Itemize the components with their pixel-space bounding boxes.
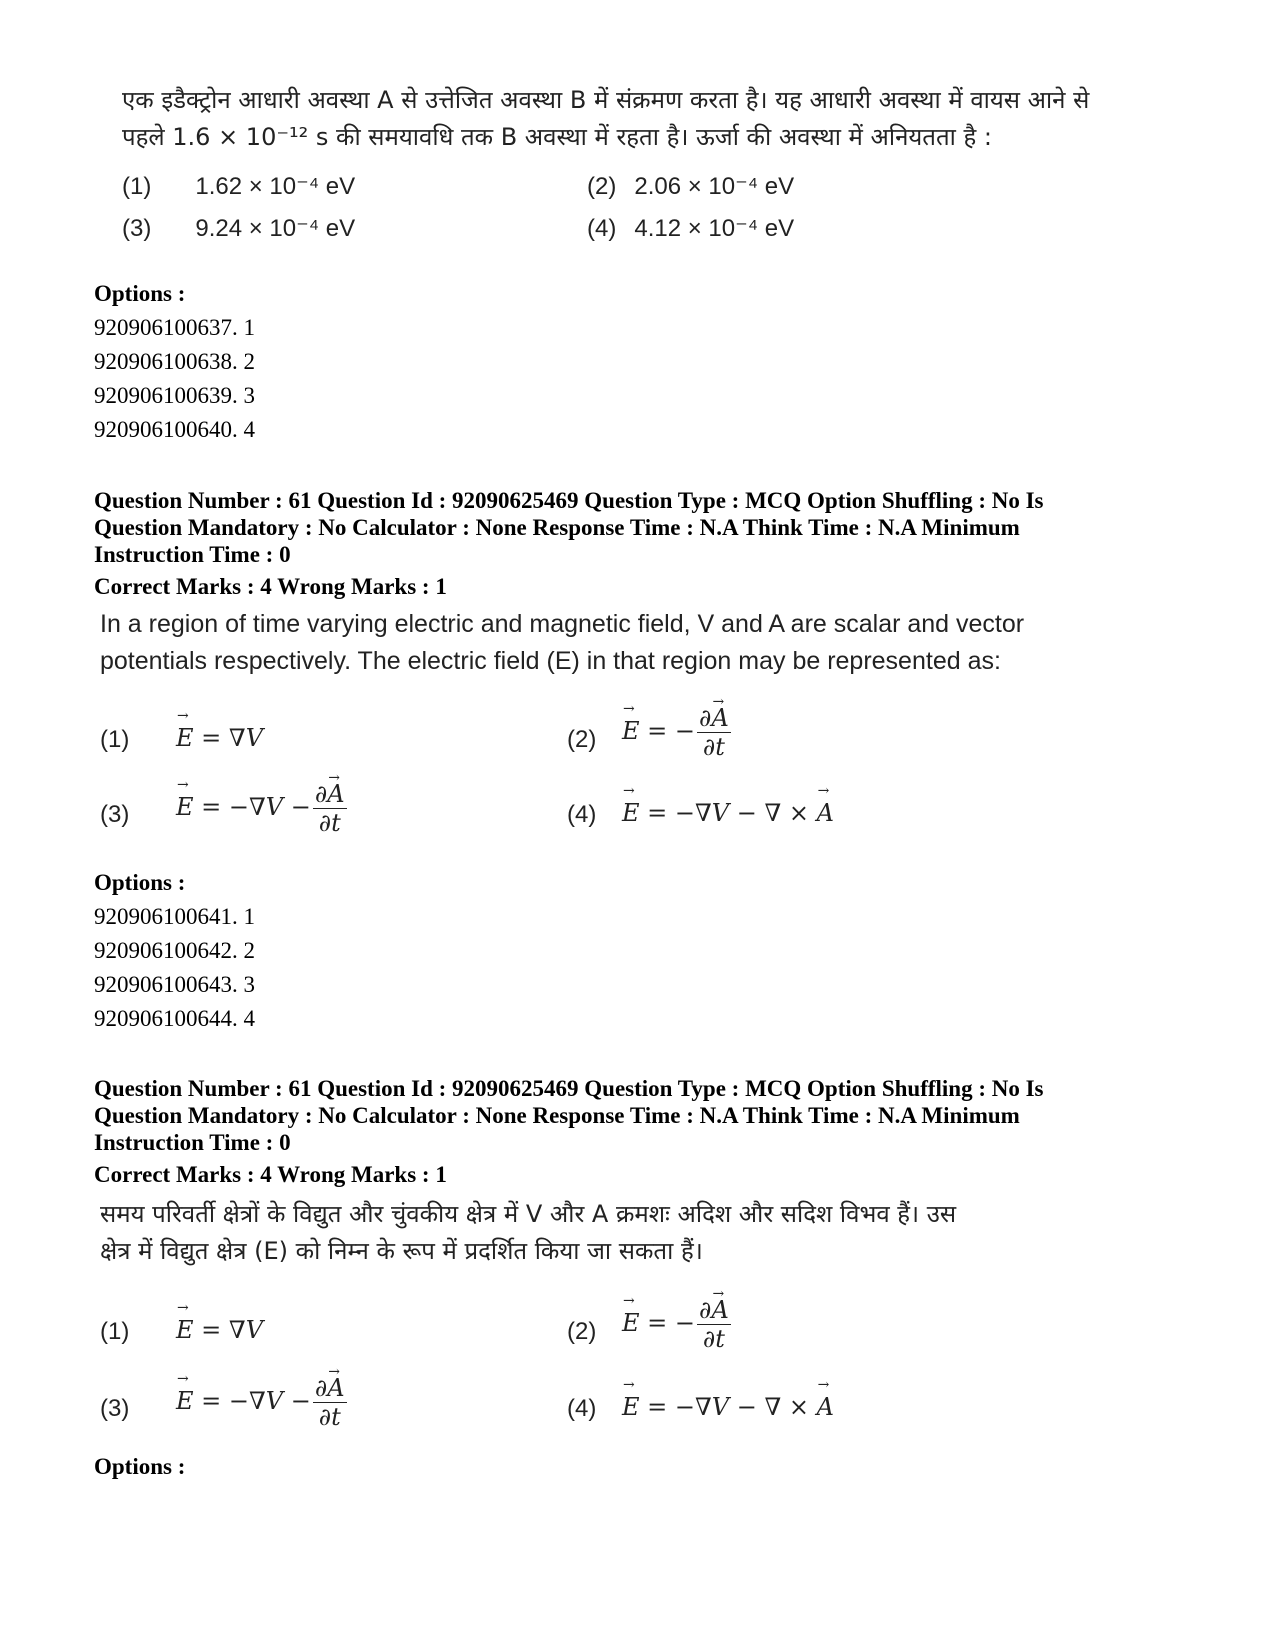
marks-line: Correct Marks : 4 Wrong Marks : 1 bbox=[94, 1162, 447, 1187]
choice-2: (2) 2.06 × 10⁻⁴ eV bbox=[587, 173, 795, 200]
choice-num-3: (3) bbox=[100, 1395, 130, 1422]
choice-3: (3) 9.24 × 10⁻⁴ eV bbox=[122, 215, 356, 242]
choice-num-1: (1) bbox=[100, 726, 130, 753]
choice-num-4: (4) bbox=[567, 1395, 597, 1422]
formula-2: → E = − $\frac{\partial\to A}{\partial t}$ bbox=[622, 1297, 733, 1352]
options-block bbox=[94, 869, 255, 1036]
question-line-2: क्षेत्र में विद्युत क्षेत्र (E) को निम्न के रूप में प्रदर्शित किया जा सकता हैं। bbox=[100, 1237, 703, 1265]
choice-num-1: (1) bbox=[100, 1318, 130, 1345]
option-id: 920906100639. 3 bbox=[94, 383, 255, 408]
option-id: 920906100644. 4 bbox=[94, 1006, 255, 1031]
options-label: Options : bbox=[94, 281, 186, 306]
marks-line: Correct Marks : 4 Wrong Marks : 1 bbox=[94, 574, 447, 599]
choice-num-3: (3) bbox=[100, 801, 130, 828]
options-block bbox=[94, 280, 255, 447]
formula-2: → E = − $\frac{\partial\to A}{\partial t}$ bbox=[622, 705, 733, 760]
choice-4: (4) 4.12 × 10⁻⁴ eV bbox=[587, 215, 795, 242]
formula-3: → E = −∇V − $\frac{\partial\to A}{\partial t}$ bbox=[176, 781, 349, 836]
option-id: 920906100638. 2 bbox=[94, 349, 255, 374]
options-label: Options : bbox=[94, 1454, 186, 1479]
question-text bbox=[100, 606, 1060, 680]
formula-4: → E = −∇V − ∇ × → A bbox=[622, 1393, 834, 1421]
formula-1: → E = ∇V bbox=[176, 1316, 263, 1344]
question-line-2: potentials respectively. The electric field (E) in that region may be represented as: bbox=[100, 647, 1001, 675]
choice-1: (1) 1.62 × 10⁻⁴ eV bbox=[122, 173, 356, 200]
question-line-1: समय परिवर्ती क्षेत्रों के विद्युत और चुंवकीय क्षेत्र में V और A क्रमशः अदिश और सदिश विभव हैं। उस bbox=[100, 1200, 957, 1228]
formula-4: → E = −∇V − ∇ × → A bbox=[622, 799, 834, 827]
option-id: 920906100643. 3 bbox=[94, 972, 255, 997]
options-label: Options : bbox=[94, 870, 186, 895]
question-text-hindi: एक इडैक्ट्रोन आधारी अवस्था A से उत्तेजित अवस्था B में संक्रमण करता है। यह आधारी अवस्था में वायस आने से पहले 1.6 × 10⁻¹² s की समयावधि तक B अवस्था में रहता है। ऊर्जा की अवस्था में अनियतता है : bbox=[122, 86, 1090, 151]
choice-num-2: (2) bbox=[567, 726, 597, 753]
option-id: 920906100642. 2 bbox=[94, 938, 255, 963]
option-id: 920906100640. 4 bbox=[94, 417, 255, 442]
question-meta: Question Number : 61 Question Id : 92090625469 Question Type : MCQ Option Shuffling : No Is Question Mandatory : No Calculator : None Response Time : N.A Think Time : N.A Minimum Instruction Time : 0 bbox=[94, 1076, 1044, 1155]
question-text-hindi bbox=[100, 1196, 1080, 1270]
formula-1: → E = ∇V bbox=[176, 724, 263, 752]
formula-3: → E = −∇V − $\frac{\partial\to A}{\partial t}$ bbox=[176, 1375, 349, 1430]
question-line-1: In a region of time varying electric and magnetic field, V and A are scalar and vector bbox=[100, 610, 1025, 638]
option-id: 920906100641. 1 bbox=[94, 904, 255, 929]
option-id: 920906100637. 1 bbox=[94, 315, 255, 340]
choice-num-2: (2) bbox=[567, 1318, 597, 1345]
choice-num-4: (4) bbox=[567, 801, 597, 828]
question-meta: Question Number : 61 Question Id : 92090625469 Question Type : MCQ Option Shuffling : No Is Question Mandatory : No Calculator : None Response Time : N.A Think Time : N.A Minimum Instruction Time : 0 bbox=[94, 488, 1044, 567]
